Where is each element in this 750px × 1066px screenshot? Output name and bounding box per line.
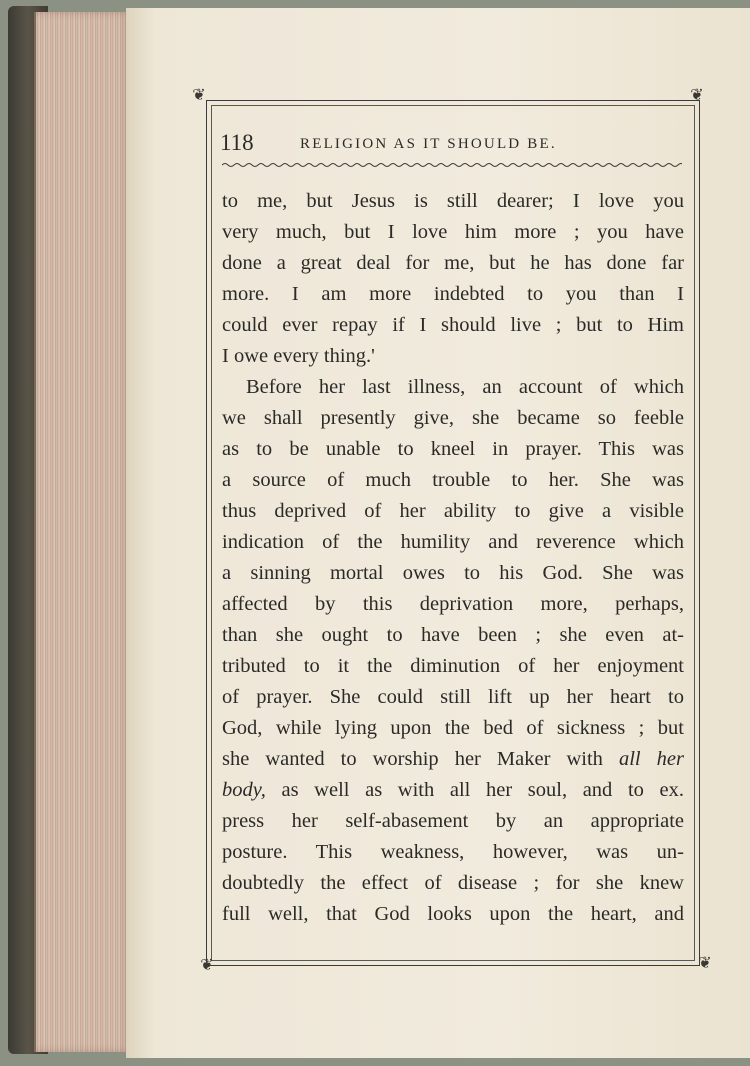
text-line: posture. This weakness, however, was un-	[222, 841, 684, 863]
text-line: a source of much trouble to her. She was	[222, 469, 684, 491]
wavy-rule	[222, 160, 682, 170]
text-line: I owe every thing.'	[222, 345, 375, 367]
text-line: to me, but Jesus is still dearer; I love you	[222, 190, 684, 212]
text-line: God, while lying upon the bed of sickness ; but	[222, 717, 684, 739]
page-header	[220, 130, 690, 164]
text-segment: she wanted to worship her Maker with	[222, 748, 619, 770]
text-line: than she ought to have been ; she even at-	[222, 624, 684, 646]
text-line	[222, 744, 684, 775]
corner-ornament-bottom-right: ❦	[698, 953, 712, 972]
text-line: a sinning mortal owes to his God. She was	[222, 562, 684, 584]
text-line: indication of the humility and reverence which	[222, 531, 684, 553]
body-text	[222, 186, 684, 930]
text-line: thus deprived of her ability to give a visible	[222, 500, 684, 522]
text-line: we shall presently give, she became so feeble	[222, 407, 684, 429]
text-line: more. I am more indebted to you than I	[222, 283, 684, 305]
text-line: Before her last illness, an account of which	[246, 376, 684, 398]
text-line: full well, that God looks upon the heart, and	[222, 903, 684, 925]
italic-text: all her	[618, 748, 684, 770]
corner-ornament-top-left: ❦	[192, 85, 206, 104]
text-line: very much, but I love him more ; you have	[222, 221, 684, 243]
text-line: affected by this deprivation more, perhaps,	[222, 593, 684, 615]
text-line: as to be unable to kneel in prayer. This was	[222, 438, 684, 460]
text-line: press her self-abasement by an appropriate	[222, 810, 684, 832]
running-head: RELIGION AS IT SHOULD BE.	[300, 136, 557, 152]
text-line	[222, 775, 684, 806]
text-line: done a great deal for me, but he has done far	[222, 252, 684, 274]
page-number: 118	[220, 130, 254, 155]
text-line: doubtedly the effect of disease ; for she knew	[222, 872, 684, 894]
italic-text: body,	[222, 779, 266, 801]
corner-ornament-bottom-left: ❦	[200, 955, 214, 974]
text-line: tributed to it the diminution of her enjoyment	[222, 655, 684, 677]
text-line: of prayer. She could still lift up her heart to	[222, 686, 684, 708]
text-line: could ever repay if I should live ; but to Him	[222, 314, 684, 336]
corner-ornament-top-right: ❦	[690, 85, 704, 104]
text-segment: as well as with all her soul, and to ex.	[265, 779, 684, 801]
page-edges	[34, 12, 132, 1052]
